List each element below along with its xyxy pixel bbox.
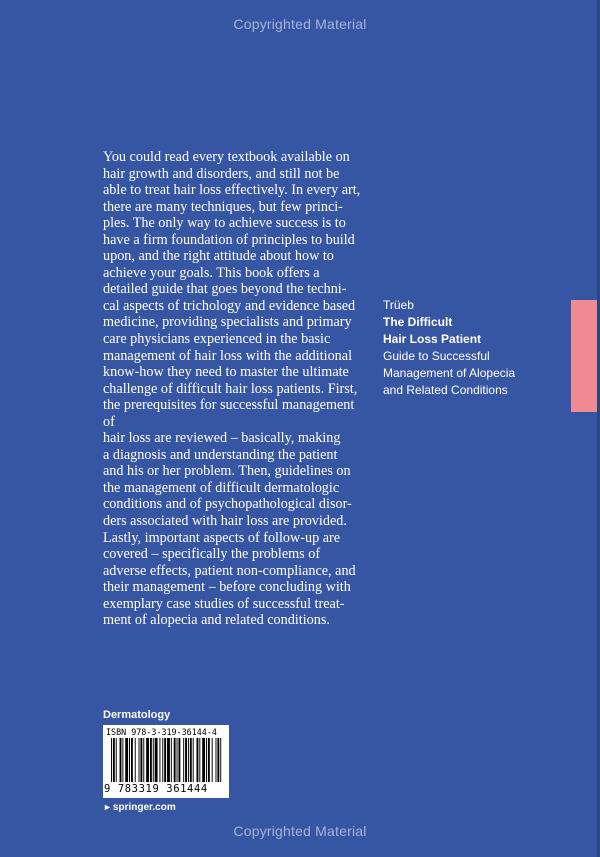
barcode-bar [212,738,213,782]
barcode-bar [188,738,189,782]
barcode-bar [171,738,172,782]
book-title-line-2: Hair Loss Patient [383,332,482,346]
barcode-bar [199,738,200,782]
barcode-bar [193,738,194,782]
barcode-bar [139,738,140,782]
blurb-line: cal aspects of trichology and evidence based [103,297,356,314]
blurb-line: a diagnosis and understanding the patient [103,446,338,463]
barcode-digits: 9 783319 361444 [104,783,208,795]
barcode-bar [129,738,130,782]
back-cover-blurb [103,149,365,629]
book-subtitle-line-3: and Related Conditions [383,383,508,397]
blurb-line: exemplary case studies of successful treat- [103,595,345,612]
blurb-line: the prerequisites for successful management of [103,397,355,430]
barcode-bar [190,738,192,782]
barcode-bars [111,738,223,782]
author-name: Trüeb [383,298,414,312]
barcode-bar [202,738,205,782]
barcode-bar [185,738,187,782]
barcode-bar [150,738,152,782]
blurb-line: ment of alopecia and related conditions. [103,612,330,629]
blurb-line: ples. The only way to achieve success is to [103,215,346,232]
barcode-bar [177,738,178,782]
blurb-line: and his or her problem. Then, guidelines on [103,463,351,480]
blurb-line: ders associated with hair loss are provided. [103,513,347,530]
barcode-bar [167,738,170,782]
barcode-bar [162,738,163,782]
barcode-box [103,725,229,798]
barcode-bar [178,738,180,782]
blurb-line: adverse effects, patient non-compliance, and [103,562,356,579]
barcode-bar [113,738,115,782]
blurb-line: know-how they need to master the ultimate [103,364,349,381]
blurb-line: hair growth and disorders, and still not be [103,165,340,182]
blurb-line: upon, and the right attitude about how to [103,248,334,265]
book-info [383,297,563,399]
book-title-line-1: The Difficult [383,315,453,329]
watermark-top: Copyrighted Material [233,16,367,32]
blurb-line: their management – before concluding with [103,579,351,596]
barcode-bar [155,738,158,782]
publisher-site-label: springer.com [112,802,176,813]
barcode-bar [153,738,154,782]
blurb-line: have a firm foundation of principles to build [103,231,355,248]
barcode-bar [122,738,123,782]
blurb-line: the management of difficult dermatologic [103,479,340,496]
barcode-bar [143,738,144,782]
blurb-line: medicine, providing specialists and primary [103,314,352,331]
barcode-bar [220,738,221,782]
blurb-line: management of hair loss with the additional [103,347,353,364]
barcode-bar [164,738,166,782]
book-subtitle-line-2: Management of Alopecia [383,366,516,380]
blurb-line: conditions and of psychopathological disor- [103,496,352,513]
barcode-bar [135,738,136,782]
barcode-bar [131,738,133,782]
blurb-line: there are many techniques, but few princi- [103,198,343,215]
barcode-bar [159,738,160,782]
barcode-bar [208,738,210,782]
barcode-bar [197,738,199,782]
isbn-label: ISBN 978-3-319-36144-4 [106,727,217,737]
barcode-bar [111,738,112,782]
book-subtitle-line-1: Guide to Successful [383,349,490,363]
blurb-line: detailed guide that goes beyond the techni- [103,281,347,298]
barcode-bar [183,738,184,782]
blurb-line: You could read every textbook available on [103,149,350,165]
blurb-line: hair loss are reviewed – basically, making [103,430,341,447]
barcode-bar [125,738,128,782]
barcode-bar [140,738,142,782]
barcode-bar [120,738,122,782]
publisher-site [103,802,176,813]
barcode-bar [174,738,176,782]
watermark-bottom: Copyrighted Material [233,823,367,839]
blurb-line: Lastly, important aspects of follow-up are [103,529,341,546]
blurb-line: covered – specifically the problems of [103,546,321,563]
blurb-line: challenge of difficult hair loss patients. First, [103,380,358,397]
blurb-line: care physicians experienced in the basic [103,331,331,348]
accent-tab [571,300,598,412]
blurb-line: able to treat hair loss effectively. In every art, [103,182,361,199]
barcode-bar [217,738,219,782]
subject-category: Dermatology [103,709,171,721]
barcode-bar [216,738,217,782]
barcode-bar [206,738,207,782]
barcode-bar [146,738,149,782]
arrow-icon: ► [103,802,112,812]
blurb-line: achieve your goals. This book offers a [103,264,320,281]
barcode-bar [116,738,117,782]
